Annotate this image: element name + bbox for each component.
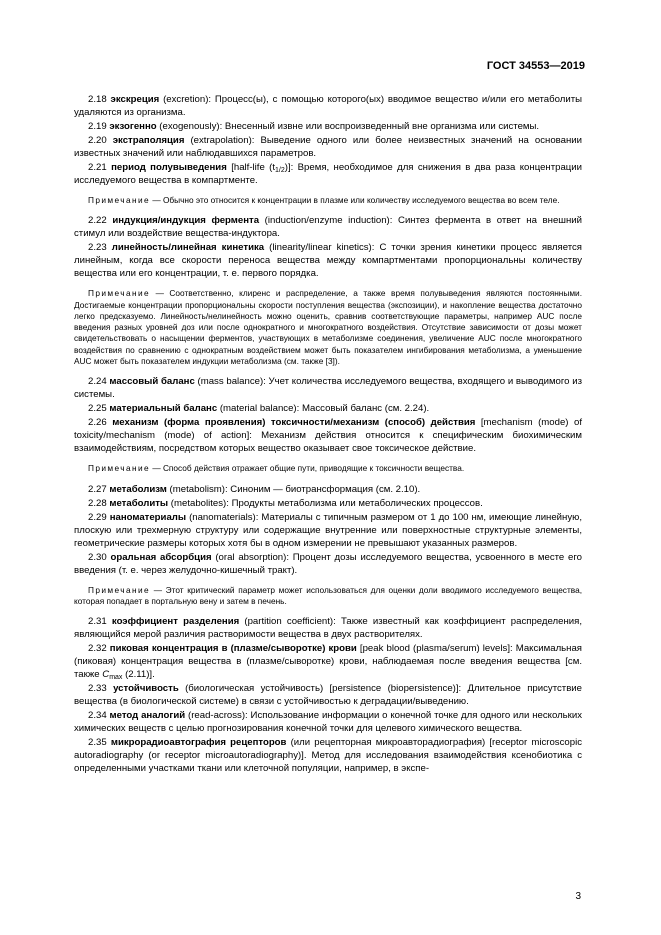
entry-2-33: 2.33 устойчивость (биологическая устойчивость) [persistence (biopersistence)]: Длительное присутствие вещества (в биологической системе) в связи с устойчивостью к деградации/выведению.	[74, 683, 582, 708]
document-header: ГОСТ 34553—2019	[486, 60, 585, 72]
entry-2-28: 2.28 метаболиты (metabolites): Продукты метаболизма или метаболических процессов.	[88, 497, 483, 509]
entry-2-21: 2.21 период полувыведения [half-life $(t_{1/2})$]: Время, необходимое для снижения в два раза концентрации исследуемого вещества в компартменте.	[74, 162, 582, 186]
entry-2-19: 2.19 экзогенно (exogenously): Внесенный извне или воспроизведенный вне организма или системы.	[88, 121, 540, 132]
entry-2-20: 2.20 экстраполяция (extrapolation): Выведение одного или более неизвестных значений на основании известных значений или наблюдавшихся параметров.	[74, 135, 582, 159]
entry-2-34: 2.34 метод аналогий (read-across): Использование информации о конечной точке для одного или нескольких химических веществ с целью прогнозирования конечной точки для целевого химического вещества.	[74, 710, 583, 735]
page-number: 3	[575, 891, 581, 902]
entry-2-35: 2.35 микрорадиоавтография рецепторов (или рецепторная микроавторадиография) [receptor microscopic autoradiography (or receptor microautoradiography)]. Метод для исследования взаимодействия ксенобиотика с определенными участками ткани или клеточной популяции, например, в экспе-	[74, 737, 583, 775]
note-2-30: Примечание — Этот критический параметр может использоваться для оценки доли вводимого исследуемого вещества, которая попадает в портальную вену и затем в печень.	[74, 584, 582, 606]
entry-2-18: 2.18 экскреция (excretion): Процесс(ы), с помощью которого(ых) вводимое вещество и/или его метаболиты удаляются из организма.	[74, 94, 582, 118]
note-2-21: Примечание — Обычно это относится к концентрации в плазме или количеству исследуемого вещества во всем теле.	[88, 195, 560, 205]
entry-2-31: 2.31 коэффициент разделения (partition coefficient): Также известный как коэффициент распределения, являющийся мерой различия растворимости вещества в двух растворителях.	[74, 616, 582, 641]
entry-2-26: 2.26 механизм (форма проявления) токсичности/механизм (способ) действия [mechanism (mode) of toxicity/mechanism (mode) of action]: Механизм действия относится к специфическим биохимическим взаимодействиям, посредством которых вещество оказывает свое токсическое действие.	[74, 417, 583, 455]
entry-2-23: 2.23 линейность/линейная кинетика (linearity/linear kinetics): С точки зрения кинетики процесс является линейным, когда все скорости переноса вещества между компартментами пропорциональны количеству вещества или его концентрации, т. е. первого порядка.	[74, 242, 582, 280]
entry-2-22: 2.22 индукция/индукция фермента (induction/enzyme induction): Синтез фермента в ответ на внешний стимул или воздействие вещества-индуктора.	[74, 215, 582, 240]
entry-2-29: 2.29 наноматериалы (nanomaterials): Материалы с типичным размером от 1 до 100 нм, имеющие линейную, плоскую или трехмерную структуру или содержащие внутренние или поверхностные структурные элементы, геометрические размеры которых хотя бы в одном измерении не превышают указанных размеров.	[74, 511, 582, 549]
entry-2-25: 2.25 материальный баланс (material balance): Массовый баланс (см. 2.24).	[88, 403, 430, 415]
note-2-23: Примечание — Соответственно, клиренс и распределение, а также время полувыведения являются постоянными. Достигаемые концентрации пропорциональны скорости поступления вещества (экспозиции), и накопление вещества достаточно легко предсказуемо. Линейность/нелинейность можно оценить, сравнив соответствующие параметры, например AUC после введения разных уровней доз или после однократного и многократного воздействия. Отсутствие зависимости от дозы может свидетельствовать о насыщении ферментов, участвующих в метаболизме соединения, увеличение AUC после многократного воздействия по сравнению с однократным воздействием может быть показателем ингибирования метаболизма, а уменьшение AUC может быть показателем индукции метаболизма (см. также [3]).	[74, 288, 582, 367]
entry-2-27: 2.27 метаболизм (metabolism): Синоним — биотрансформация (см. 2.10).	[88, 483, 421, 495]
entry-2-24: 2.24 массовый баланс (mass balance): Учет количества исследуемого вещества, входящего и выводимого из системы.	[74, 376, 582, 401]
document-body	[74, 93, 582, 776]
entry-2-32: 2.32 пиковая концентрация в (плазме/сыворотке) крови [peak blood (plasma/serum) levels]: Максимальная (пиковая) концентрация вещества в (плазме/сыворотке) крови, наблюдаемая после введения вещества [см. также $C_{max}$ (2.11)].	[74, 643, 583, 682]
note-2-26: Примечание — Способ действия отражает общие пути, приводящие к токсичности вещества.	[88, 463, 465, 474]
entry-2-30: 2.30 оральная абсорбция (oral absorption): Процент дозы исследуемого вещества, усвоенного в месте его введения (т. е. через желудочно-кишечный тракт).	[74, 551, 582, 576]
